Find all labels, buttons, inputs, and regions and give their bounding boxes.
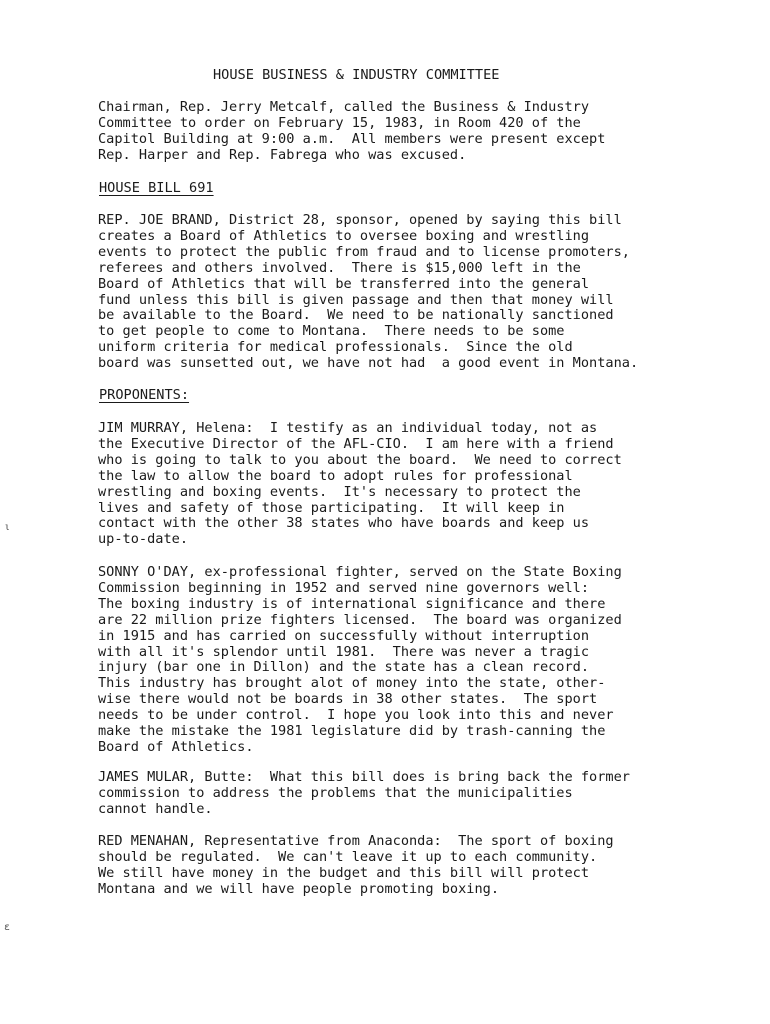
intro-paragraph: Chairman, Rep. Jerry Metcalf, called the Business & Industry Committee to order on February 15, 1983, in Room 420 of the Capitol Building at 9:00 a.m. All members were present except Rep. Harper and Rep. Fabrega who was excused. — [98, 99, 606, 163]
page-title: HOUSE BUSINESS & INDUSTRY COMMITTEE — [213, 67, 500, 83]
bill-heading: HOUSE BILL 691 — [99, 180, 214, 196]
testimony-mular: JAMES MULAR, Butte: What this bill does is bring back the former commission to address the problems that the municipalities cannot handle. — [98, 769, 630, 817]
proponents-heading: PROPONENTS: — [99, 387, 190, 403]
testimony-oday: SONNY O'DAY, ex-professional fighter, served on the State Boxing Commission beginning in 1952 and served nine governors well: The boxing industry is of international significance and there are 22 million prize fighters licensed. The board was organized in 1915 and has carried on successfully without interruption with all it's splendor until 1981. There was never a tragic injury (bar one in Dillon) and the state has a clean record. This industry has brought alot of money into the state, other- wise there would not be boards in 38 other states. The sport needs to be under control. I hope you look into this and never make the mistake the 1981 legislature did by trash-canning the Board of Athletics. — [98, 564, 622, 755]
margin-mark: ε — [4, 922, 11, 933]
testimony-menahan: RED MENAHAN, Representative from Anaconda: The sport of boxing should be regulated. We can't leave it up to each community. We still have money in the budget and this bill will protect Montana and we will have people promoting boxing. — [98, 833, 614, 897]
sponsor-paragraph: REP. JOE BRAND, District 28, sponsor, opened by saying this bill creates a Board of Athletics to oversee boxing and wrestling events to protect the public from fraud and to license promoters, referees and others involved. There is $15,000 left in the Board of Athletics that will be transferred into the general fund unless this bill is given passage and then that money will be available to the Board. We need to be nationally sanctioned to get people to come to Montana. There needs to be some uniform criteria for medical professionals. Since the old board was sunsetted out, we have not had a good event in Montana. — [98, 212, 639, 372]
testimony-murray: JIM MURRAY, Helena: I testify as an individual today, not as the Executive Director of the AFL-CIO. I am here with a friend who is going to talk to you about the board. We need to correct the law to allow the board to adopt rules for professional wrestling and boxing events. It's necessary to protect the lives and safety of those participating. It will keep in contact with the other 38 states who have boards and keep us up-to-date. — [98, 420, 622, 548]
margin-mark: ι — [4, 522, 11, 533]
